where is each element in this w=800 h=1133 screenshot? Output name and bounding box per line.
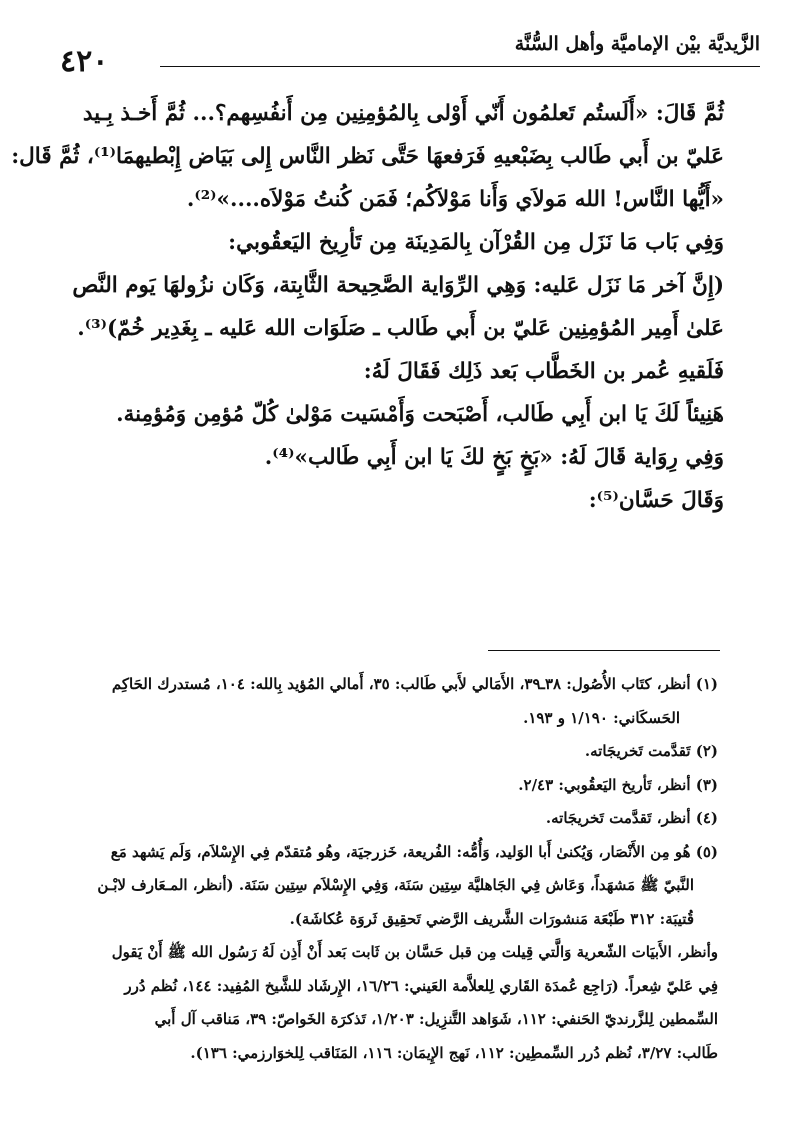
body-line: «أَيُّها النَّاس! الله مَولاَي وَأَنا مَوْلاَكُم؛ فَمَن كُنتُ مَوْلاَه....»⁽²⁾. <box>186 187 724 212</box>
body-line: وَفِي رِوَاية قَالَ لَهُ: «بَخٍ بَخٍ لكَ يَا ابن أَبِي طَالب»⁽⁴⁾. <box>264 445 724 470</box>
header-rule <box>160 66 760 67</box>
body-line: وَفِي بَاب مَا نَزَل مِن القُرْآن بِالمَدِينَة مِن تَأرِيخ اليَعقُوبي: <box>228 230 724 255</box>
footnote-separator <box>488 650 720 651</box>
main-text <box>11 92 724 522</box>
footnote-5-continuation: النَّبيّ ﷺ مَشهَداً، وَعَاش فِي الجَاهليَّة سِتِين سَنَة، وَفِي الإِسْلاَم سِتِين سَنَة. (أنظر، المـعَارف لابْـن <box>97 876 694 894</box>
body-line: وَقَالَ حَسَّان⁽⁵⁾: <box>588 488 724 513</box>
footnote-1-continuation: الحَسكَاني: ١/١٩٠ و ١٩٣. <box>523 708 680 727</box>
body-line: عَلىٰ أَمِير المُؤمِنِين عَليّ بن أَبي طَالب ـ صَلَوَات الله عَليه ـ بِغَدِير خُمّ)⁽³⁾. <box>77 316 724 341</box>
page-number: ٤٢٠ <box>60 44 109 79</box>
body-line: فَلَقيهِ عُمر بن الخَطَّاب بَعد ذَلِك فَقَالَ لَهُ: <box>363 359 724 384</box>
footnotes <box>84 668 718 1070</box>
footnote-5-continuation: قُتيبَة: ٣١٢ طَبْعَة مَنشورَات الشَّريف الرَّضي تَحقِيق ثَروَة عُكاشَة). <box>289 909 694 928</box>
footnote-5-paragraph: السِّمطين لِلزَّرنديّ الحَنفي: ١١٢، شَوَاهد التَّنزِيل: ١/٢٠٣، تَذكرَة الخَواصّ: ٣٩، مَناقب آل أَبي <box>154 1010 718 1028</box>
body-line: هَنِيئاً لَكَ يَا ابن أَبِي طَالب، أَصْبَحت وَأَمْسَيت مَوْلىٰ كُلّ مُؤمِن وَمُؤمِنة. <box>116 402 724 427</box>
footnote-4: (٤) أنظر، تَقدَّمت تَخريجَاته. <box>545 809 718 827</box>
footnote-3: (٣) أنظر، تَأريخ اليَعقُوبي: ٢/٤٣. <box>518 775 718 794</box>
footnote-5: (٥) هُو مِن الأَنْصَار، وَيُكنىٰ أَبا الوَليد، وَأُمُّه: الفُريعة، خَزرجيَة، وهُو مُتقدّم فِي الإِسْلاَم، وَلَم يَشهد مَع <box>110 842 718 861</box>
body-line: (إِنَّ آخر مَا نَزَل عَليه: وَهِي الرِّوَاية الصَّحِيحة الثَّابِتة، وَكَان نزُولهَا يَوم النَّص <box>72 273 724 298</box>
footnote-1: (١) أنظر، كتَاب الأُصُول: ٣٨ـ٣٩، الأَمَالي لأَبي طَالب: ٣٥، أَمالي المُؤيد بِالله: ١٠٤، مُستدرك الحَاكِم <box>111 675 718 693</box>
body-line: عَليّ بن أَبي طَالب بِضَبْعيهِ فَرَفعهَا حَتَّى نَظر النَّاس إِلى بَيَاض إِبْطيهمَا⁽¹⁾، ثُمَّ قَال: <box>11 144 724 169</box>
footnote-5-paragraph: فِي عَليّ شِعراً. (رَاجِع عُمدَة القَاري لِلعلاَّمة العَيني: ١٦/٢٦، الإِرشَاد للشَّيخ المُفِيد: ١٤٤، نُظم دُرر <box>124 976 718 995</box>
footnote-5-paragraph: وأنظر، الأَبيَات الشّعرية وَالَّتي قِيلت مِن قبل حَسَّان بن ثَابت بَعد أَنْ أَذِن لَهُ رَسُول الله ﷺ أَنْ يَقول <box>111 943 718 961</box>
footnote-5-paragraph: طَالب: ٣/٢٧، نُظم دُرر السِّمطِين: ١١٢، نَهج الإِيمَان: ١١٦، المَنَاقب لِلخوَارزمي: ١٣٦). <box>190 1043 718 1062</box>
running-header-title: الزَّيديَّة بيْن الإماميَّة وأهل السُّنَّة <box>514 33 760 55</box>
body-line: ثُمَّ قَالَ: «أَلَستُم تَعلمُون أَنّي أَوْلى بِالمُؤمِنِين مِن أَنفُسِهم؟... ثُمَّ أَخـذ بِـيد <box>82 101 724 126</box>
footnote-2: (٢) تَقدَّمت تَخريجَاته. <box>584 742 718 760</box>
